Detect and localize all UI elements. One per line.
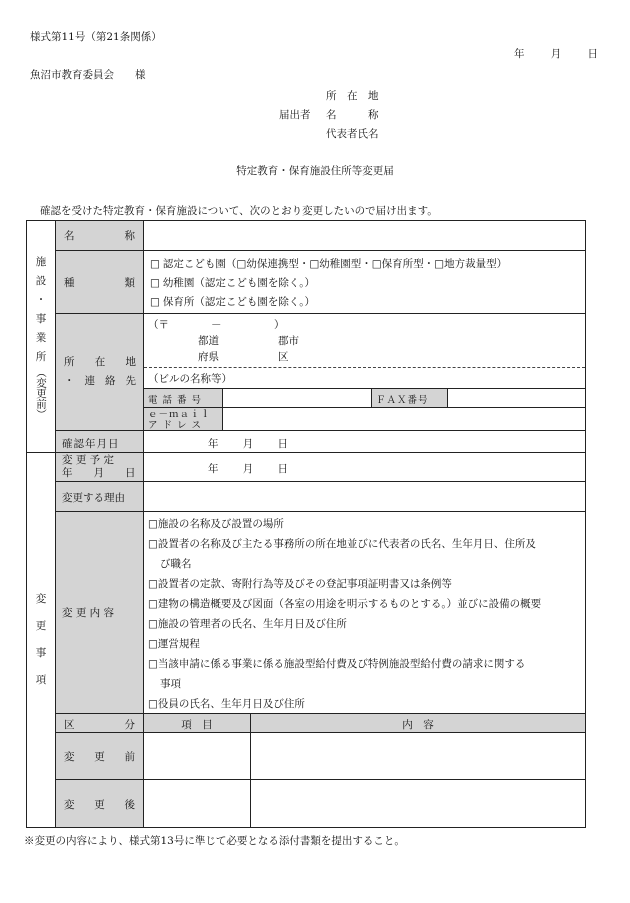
- form-number: 様式第11号（第21条関係）: [30, 31, 162, 43]
- before-item-input[interactable]: [143, 732, 251, 780]
- item-header: 項 目: [143, 713, 251, 733]
- content-item-cont: 事項: [160, 678, 181, 690]
- address-label-cell: 所 在 地 ・ 連 絡 先: [55, 313, 144, 431]
- content-item[interactable]: □設置者の名称及び主たる事務所の所在地並びに代表者の氏名、生年月日、住所及: [148, 538, 536, 550]
- content-item[interactable]: □建物の構造概要及び図面（各室の用途を明示するものとする。）並びに設備の概要: [148, 598, 542, 610]
- kubun-header: 区 分: [55, 713, 144, 733]
- fax-label: ＦＡＸ番号: [371, 388, 448, 408]
- applicant-address-label: 所 在 地: [326, 90, 379, 102]
- content-item[interactable]: □役員の氏名、生年月日及び住所: [148, 698, 305, 710]
- after-label: 変 更 後: [55, 779, 144, 828]
- name-label-cell: 名 称: [55, 220, 144, 251]
- building-label: （ビルの名称等）: [148, 373, 232, 385]
- applicant-label: 届出者: [279, 109, 311, 121]
- content-header: 内 容: [250, 713, 586, 733]
- phone-input[interactable]: [222, 388, 372, 408]
- reason-input[interactable]: [143, 481, 586, 512]
- postal-code: （〒 － ）: [148, 319, 285, 331]
- submission-date: 年 月 日: [514, 48, 598, 60]
- content-item[interactable]: □運営規程: [148, 638, 200, 650]
- content-item-cont: び職名: [160, 558, 192, 570]
- content-cell: [143, 511, 586, 714]
- email-label: ｅ－ｍａｉｌ ア ド レ ス: [143, 407, 223, 431]
- facility-side-label: 施 設 ・ 事 業 所 （変更前）: [26, 220, 56, 453]
- planned-date-label: 変 更 予 定 年 月 日: [55, 452, 144, 482]
- name-input[interactable]: [143, 220, 586, 251]
- type-option-nursery[interactable]: □ 保育所（認定こども園を除く。）: [150, 296, 315, 308]
- footer-note: ※変更の内容により、様式第13号に準じて必要となる添付書類を提出すること。: [24, 835, 405, 847]
- confirm-date-label: 確認年月日: [55, 430, 144, 453]
- content-item[interactable]: □施設の管理者の氏名、生年月日及び住所: [148, 618, 347, 630]
- intro-text: 確認を受けた特定教育・保育施設について、次のとおり変更したいので届け出ます。: [40, 205, 438, 217]
- address-cell[interactable]: （〒 － ） 都道 府県 郡市 区 （ビルの名称等）: [143, 313, 586, 431]
- addressee: 魚沼市教育委員会 様: [30, 69, 146, 81]
- address-divider: [144, 367, 585, 368]
- email-input[interactable]: [222, 407, 586, 431]
- content-item[interactable]: □当該申請に係る事業に係る施設型給付費及び特例施設型給付費の請求に関する: [148, 658, 526, 670]
- planned-date-input[interactable]: 年 月 日: [143, 452, 586, 482]
- type-option-kindergarten[interactable]: □ 幼稚園（認定こども園を除く。）: [150, 277, 315, 289]
- fax-input[interactable]: [447, 388, 586, 408]
- type-options-cell: [143, 250, 586, 314]
- page-title: 特定教育・保育施設住所等変更届: [236, 165, 394, 177]
- content-item[interactable]: □設置者の定款、寄附行為等及びその登記事項証明書又は条例等: [148, 578, 452, 590]
- change-side-label: 変 更 事 項: [26, 452, 56, 828]
- type-label-cell: 種 類: [55, 250, 144, 314]
- after-content-input[interactable]: [250, 779, 586, 828]
- representative-label: 代表者氏名: [326, 128, 379, 140]
- before-content-input[interactable]: [250, 732, 586, 780]
- phone-label: 電 話 番 号: [143, 388, 223, 408]
- confirm-date-input[interactable]: 年 月 日: [143, 430, 586, 453]
- applicant-name-label: 名 称: [326, 109, 379, 121]
- content-label: 変 更 内 容: [55, 511, 144, 714]
- type-option-kodomoen[interactable]: □ 認定こども園（□幼保連携型・□幼稚園型・□保育所型・□地方裁量型）: [150, 258, 508, 270]
- before-label: 変 更 前: [55, 732, 144, 780]
- after-item-input[interactable]: [143, 779, 251, 828]
- reason-label: 変更する理由: [55, 481, 144, 512]
- content-item[interactable]: □施設の名称及び設置の場所: [148, 518, 284, 530]
